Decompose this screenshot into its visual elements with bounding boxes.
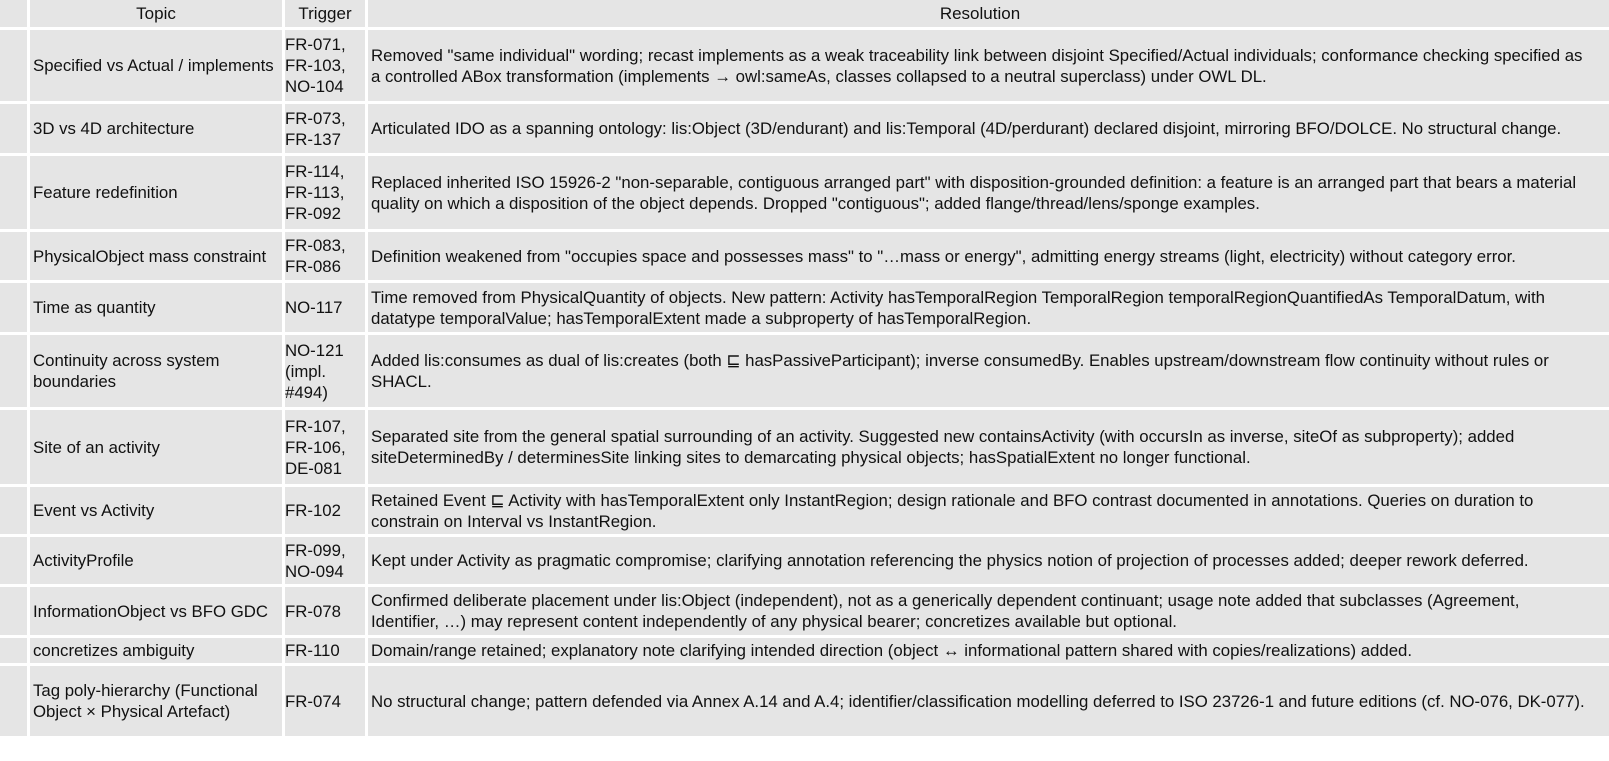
- row-topic: concretizes ambiguity: [30, 638, 285, 666]
- row-trigger: FR-078: [285, 587, 368, 638]
- row-blank-cell: [0, 104, 30, 156]
- row-blank-cell: [0, 410, 30, 487]
- row-resolution: Domain/range retained; explanatory note clarifying intended direction (object ↔ informational pattern shared with copies/realizations) added.: [368, 638, 1609, 666]
- row-resolution: Added lis:consumes as dual of lis:creates (both ⊑ hasPassiveParticipant); inverse consumedBy. Enables upstream/downstream flow continuity without rules or SHACL.: [368, 335, 1609, 410]
- header-blank-cell: [0, 0, 30, 30]
- table-row: [0, 666, 1609, 739]
- row-resolution: Articulated IDO as a spanning ontology: lis:Object (3D/endurant) and lis:Temporal (4D/perdurant) declared disjoint, mirroring BFO/DOLCE. No structural change.: [368, 104, 1609, 156]
- table-row: [0, 335, 1609, 410]
- row-resolution: Confirmed deliberate placement under lis:Object (independent), not as a generically dependent continuant; usage note added that subclasses (Agreement, Identifier, …) may represent content independently of any physical bearer; concretizes available but optional.: [368, 587, 1609, 638]
- table-row: [0, 537, 1609, 587]
- table-row: [0, 232, 1609, 283]
- row-resolution: Replaced inherited ISO 15926-2 "non-separable, contiguous arranged part" with disposition-grounded definition: a feature is an arranged part that bears a material quality on which a disposition of the object depends. Dropped "contiguous"; added flange/thread/lens/sponge examples.: [368, 156, 1609, 232]
- table-row: [0, 638, 1609, 666]
- table-header-row: [0, 0, 1609, 30]
- header-resolution: Resolution: [368, 0, 1609, 30]
- row-blank-cell: [0, 638, 30, 666]
- row-trigger: FR-102: [285, 487, 368, 537]
- row-topic: Event vs Activity: [30, 487, 285, 537]
- row-blank-cell: [0, 666, 30, 739]
- row-resolution: No structural change; pattern defended via Annex A.14 and A.4; identifier/classification modelling deferred to ISO 23726-1 and future editions (cf. NO-076, DK-077).: [368, 666, 1609, 739]
- row-topic: InformationObject vs BFO GDC: [30, 587, 285, 638]
- row-blank-cell: [0, 30, 30, 104]
- row-resolution: Retained Event ⊑ Activity with hasTemporalExtent only InstantRegion; design rationale and BFO contrast documented in annotations. Queries on duration to constrain on Interval vs InstantRegion.: [368, 487, 1609, 537]
- row-topic: Tag poly-hierarchy (Functional Object × Physical Artefact): [30, 666, 285, 739]
- row-trigger: FR-073, FR-137: [285, 104, 368, 156]
- row-topic: Continuity across system boundaries: [30, 335, 285, 410]
- row-topic: Specified vs Actual / implements: [30, 30, 285, 104]
- row-trigger: FR-099, NO-094: [285, 537, 368, 587]
- row-topic: PhysicalObject mass constraint: [30, 232, 285, 283]
- table-row: [0, 30, 1609, 104]
- row-blank-cell: [0, 232, 30, 283]
- row-trigger: NO-121 (impl. #494): [285, 335, 368, 410]
- table-row: [0, 104, 1609, 156]
- row-blank-cell: [0, 335, 30, 410]
- row-resolution: Kept under Activity as pragmatic compromise; clarifying annotation referencing the physics notion of projection of processes added; deeper rework deferred.: [368, 537, 1609, 587]
- row-topic: ActivityProfile: [30, 537, 285, 587]
- row-resolution: Definition weakened from "occupies space and possesses mass" to "…mass or energy", admitting energy streams (light, electricity) without category error.: [368, 232, 1609, 283]
- table-row: [0, 487, 1609, 537]
- row-resolution: Removed "same individual" wording; recast implements as a weak traceability link between disjoint Specified/Actual individuals; conformance checking specified as a controlled ABox transformation (implements → owl:sameAs, classes collapsed to a neutral superclass) under OWL DL.: [368, 30, 1609, 104]
- table-row: [0, 587, 1609, 638]
- row-resolution: Time removed from PhysicalQuantity of objects. New pattern: Activity hasTemporalRegion TemporalRegion temporalRegionQuantifiedAs TemporalDatum, with datatype temporalValue; hasTemporalExtent made a subproperty of hasTemporalRegion.: [368, 283, 1609, 335]
- row-trigger: FR-107, FR-106, DE-081: [285, 410, 368, 487]
- table-row: [0, 156, 1609, 232]
- row-blank-cell: [0, 283, 30, 335]
- header-topic: Topic: [30, 0, 285, 30]
- row-trigger: FR-110: [285, 638, 368, 666]
- row-trigger: FR-083, FR-086: [285, 232, 368, 283]
- row-topic: Time as quantity: [30, 283, 285, 335]
- table-row: [0, 410, 1609, 487]
- row-trigger: NO-117: [285, 283, 368, 335]
- row-trigger: FR-074: [285, 666, 368, 739]
- row-blank-cell: [0, 537, 30, 587]
- row-blank-cell: [0, 487, 30, 537]
- row-trigger: FR-114, FR-113, FR-092: [285, 156, 368, 232]
- row-topic: Site of an activity: [30, 410, 285, 487]
- row-topic: Feature redefinition: [30, 156, 285, 232]
- row-topic: 3D vs 4D architecture: [30, 104, 285, 156]
- row-resolution: Separated site from the general spatial surrounding of an activity. Suggested new containsActivity (with occursIn as inverse, siteOf as subproperty); added siteDeterminedBy / determinesSite linking sites to demarcating physical objects; hasSpatialExtent no longer functional.: [368, 410, 1609, 487]
- row-blank-cell: [0, 156, 30, 232]
- row-trigger: FR-071, FR-103, NO-104: [285, 30, 368, 104]
- table-row: [0, 283, 1609, 335]
- header-trigger: Trigger: [285, 0, 368, 30]
- row-blank-cell: [0, 587, 30, 638]
